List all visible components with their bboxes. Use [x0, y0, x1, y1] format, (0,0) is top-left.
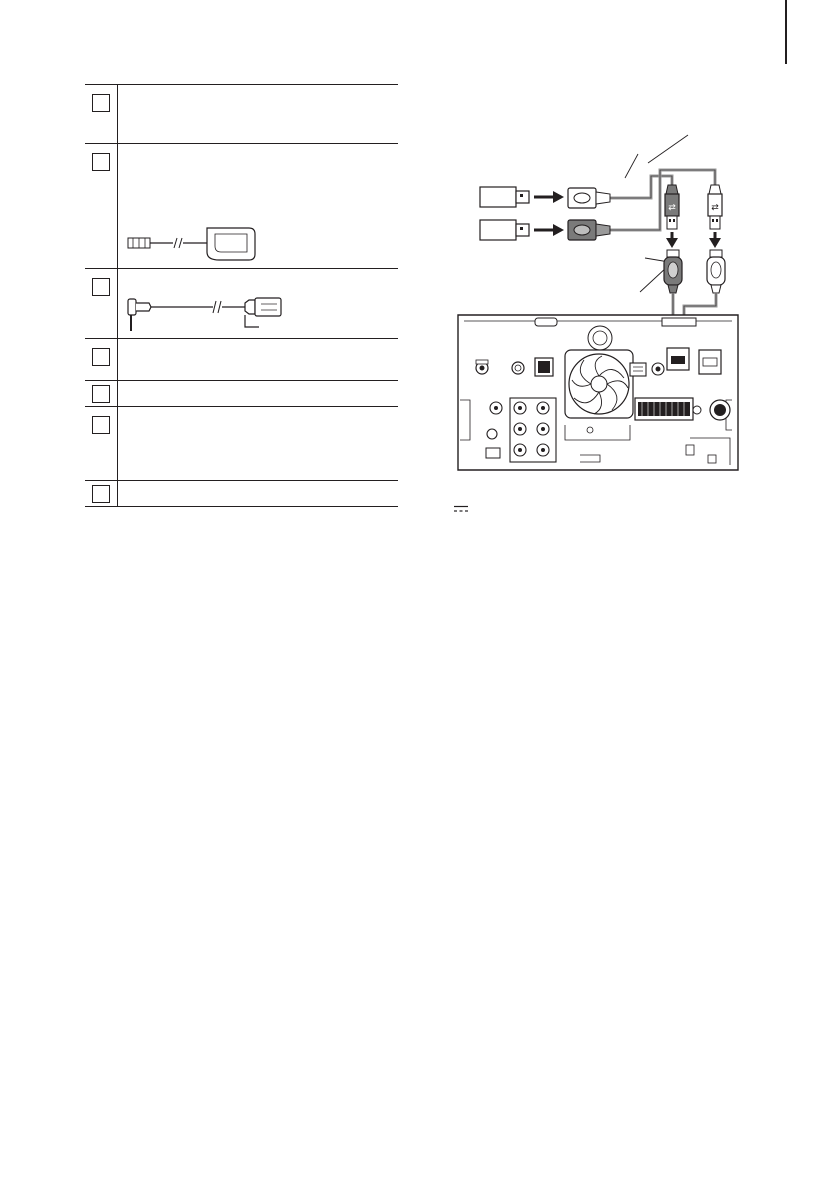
- parts-row-6: [85, 406, 398, 480]
- page-edge-bar: [785, 0, 787, 64]
- parts-row-2: [85, 143, 398, 268]
- parts-table: [85, 84, 398, 507]
- parts-row-3: [85, 268, 398, 338]
- parts-checkbox[interactable]: [92, 385, 110, 403]
- parts-checkbox[interactable]: [92, 348, 110, 366]
- unit-usb-socket-white: [707, 250, 725, 293]
- parts-checkbox[interactable]: [92, 416, 110, 434]
- svg-text:⇄: ⇄: [668, 203, 676, 213]
- parts-row-7: [85, 480, 398, 507]
- parts-row-5: [85, 380, 398, 406]
- arrow-down-icon: [709, 232, 721, 248]
- arrow-down-icon: [666, 232, 678, 248]
- leader-line: [640, 267, 667, 292]
- head-unit-rear-panel: [458, 315, 738, 470]
- usb-plug-white: [708, 185, 722, 229]
- parts-row-1: [85, 84, 398, 143]
- parts-checkbox[interactable]: [92, 94, 110, 112]
- parts-checkbox[interactable]: [92, 485, 110, 503]
- usb-device-icon: [480, 187, 529, 207]
- parts-row-4: [85, 338, 398, 380]
- parts-checkbox[interactable]: [92, 278, 110, 296]
- dc-current-icon: [454, 505, 468, 513]
- arrow-right-icon: [534, 191, 564, 203]
- leader-line: [625, 154, 638, 178]
- gps-antenna-illustration: [125, 222, 265, 266]
- unit-usb-socket-gray: [664, 250, 682, 293]
- usb-socket-gray: [568, 220, 610, 240]
- usb-device-icon: [480, 220, 529, 240]
- usb-connection-diagram: [440, 130, 740, 475]
- parts-checkbox[interactable]: [92, 153, 110, 171]
- microphone-cable-illustration: [125, 291, 290, 335]
- arrow-right-icon: [534, 224, 564, 236]
- usb-socket-white: [568, 188, 610, 208]
- svg-text:⇄: ⇄: [711, 203, 719, 213]
- usb-plug-gray: [665, 185, 679, 229]
- leader-line: [648, 135, 688, 163]
